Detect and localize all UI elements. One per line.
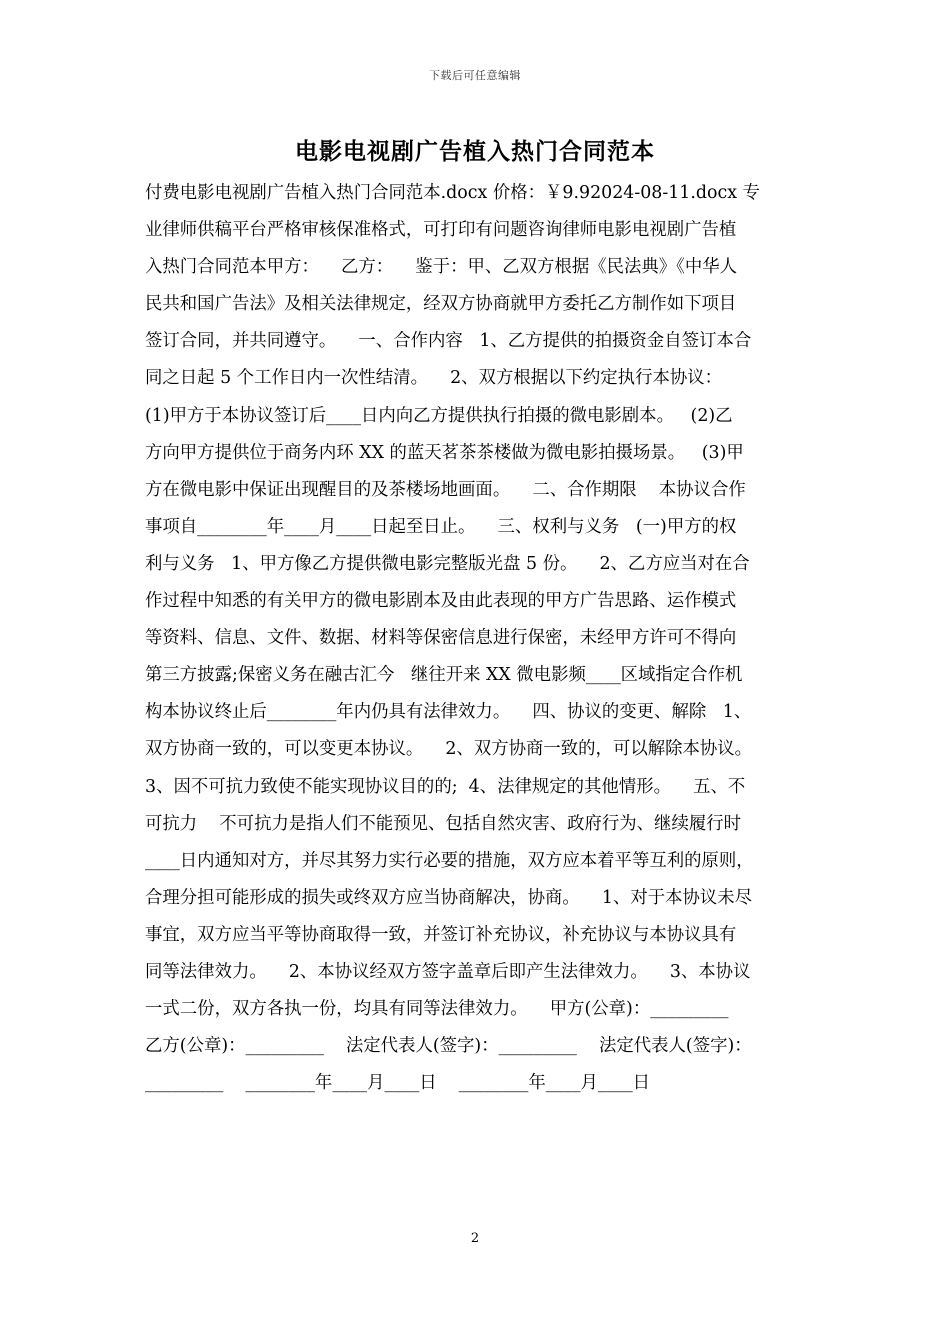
body-line: 同等法律效力。 2、本协议经双方签字盖章后即产生法律效力。 3、本协议	[145, 961, 751, 982]
document-title: 电影电视剧广告植入热门合同范本	[295, 138, 655, 165]
body-line: ____日内通知对方，并尽其努力实行必要的措施，双方应本着平等互利的原则，	[145, 850, 754, 871]
body-line: 事宜，双方应当平等协商取得一致，并签订补充协议，补充协议与本协议具有	[145, 924, 737, 945]
page-number: 2	[470, 1231, 480, 1246]
body-line: 利与义务 1、甲方像乙方提供微电影完整版光盘 5 份。 2、乙方应当对在合	[145, 553, 750, 574]
body-line: 3、因不可抗力致使不能实现协议目的的; 4、法律规定的其他情形。 五、不	[145, 776, 746, 797]
body-line: 入热门合同范本甲方： 乙方： 鉴于：甲、乙双方根据《民法典》《中华人	[145, 257, 738, 278]
body-line: 构本协议终止后________年内仍具有法律效力。 四、协议的变更、解除 1、	[145, 702, 752, 723]
body-line: 方在微电影中保证出现醒目的及茶楼场地画面。 二、合作期限 本协议合作	[145, 479, 746, 500]
body-line: (1)甲方于本协议签订后____日内向乙方提供执行拍摄的微电影剧本。 (2)乙	[145, 405, 733, 426]
body-line: 第三方披露;保密义务在融古汇今 继往开来 XX 微电影频____区域指定合作机	[145, 665, 743, 686]
document-body	[145, 175, 807, 1102]
body-line: 可抗力 不可抗力是指人们不能预见、包括自然灾害、政府行为、继续履行时	[145, 813, 742, 834]
body-line: 签订合同，并共同遵守。 一、合作内容 1、乙方提供的拍摄资金自签订本合	[145, 331, 752, 352]
body-line: 业律师供稿平台严格审核保准格式，可打印有问题咨询律师电影电视剧广告植	[145, 220, 737, 241]
body-line: 同之日起 5 个工作日内一次性结清。 2、双方根据以下约定执行本协议：	[145, 368, 723, 389]
signature-line: 乙方(公章)：_________ 法定代表人(签字)：_________ 法定代表人(签字)：	[145, 1036, 752, 1057]
body-line: 双方协商一致的，可以变更本协议。 2、双方协商一致的，可以解除本协议。	[145, 739, 753, 760]
body-line: 合理分担可能形成的损失或终双方应当协商解决，协商。 1、对于本协议未尽	[145, 887, 753, 908]
header-note: 下载后可任意编辑	[429, 69, 521, 82]
body-line: 等资料、信息、文件、数据、材料等保密信息进行保密，未经甲方许可不得向	[145, 628, 737, 649]
body-line: 付费电影电视剧广告植入热门合同范本.docx 价格：￥9.92024-08-11.docx 专	[145, 183, 760, 203]
body-line: 事项自________年____月____日起至日止。 三、权利与义务 (一)甲方的权	[145, 516, 737, 537]
body-line: 一式二份，双方各执一份，均具有同等法律效力。 甲方(公章)：_________	[145, 999, 729, 1020]
body-line: 方向甲方提供位于商务内环 XX 的蓝天茗茶茶楼做为微电影拍摄场景。 (3)甲	[145, 442, 744, 463]
body-line: 作过程中知悉的有关甲方的微电影剧本及由此表现的甲方广告思路、运作模式	[145, 591, 737, 612]
body-line: 民共和国广告法》及相关法律规定，经双方协商就甲方委托乙方制作如下项目	[145, 294, 737, 315]
date-line: _________ ________年____月____日 ________年____月____日	[145, 1073, 651, 1094]
